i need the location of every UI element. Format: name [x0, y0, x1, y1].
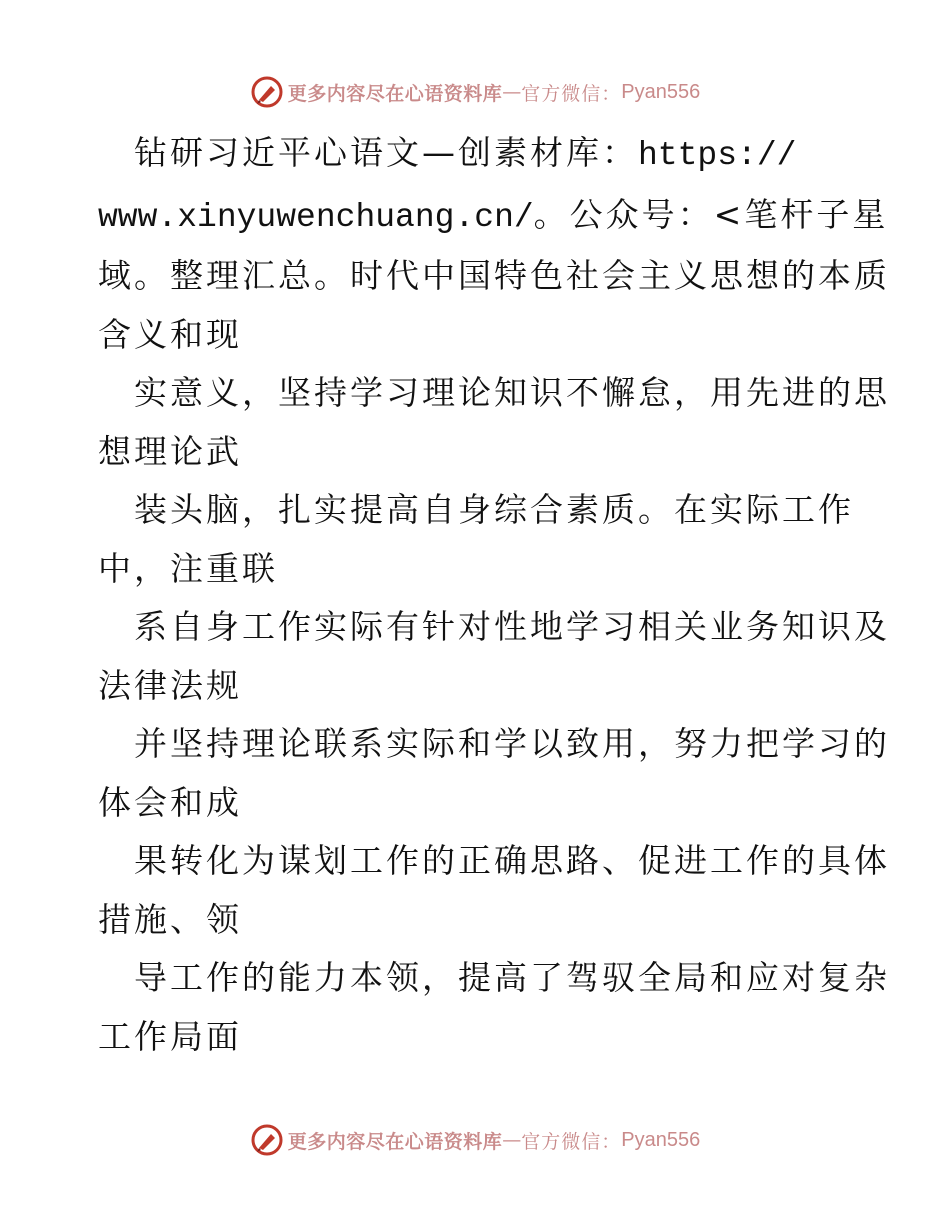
body-line — [98, 832, 890, 891]
body-line — [98, 949, 890, 1008]
body-line — [98, 364, 890, 423]
line-text: 域。整理汇总。时代中国特色社会主义思想的本质 — [98, 256, 890, 295]
banner-wechat-account: Pyan556 — [621, 80, 701, 103]
line-indent — [98, 373, 134, 412]
banner-main-text: 更多内容尽在心语资料库 — [287, 82, 503, 105]
line-text: 体会和成 — [98, 782, 242, 822]
banner-dash: — — [502, 1129, 522, 1151]
body-line — [98, 540, 858, 599]
body-line — [98, 891, 858, 950]
banner-dash: — — [502, 81, 522, 103]
body-line — [98, 598, 890, 657]
pen-circle-logo-icon — [250, 75, 284, 109]
line-text: 导工作的能力本领，提高了驾驭全局和应对复杂 — [134, 958, 890, 997]
body-line — [98, 124, 858, 186]
line-text: 果转化为谋划工作的正确思路、促进工作的具体 — [134, 841, 890, 880]
line-text: 钻研习近平心语文—创素材库： — [134, 133, 638, 172]
body-line — [98, 306, 858, 365]
line-indent — [98, 724, 134, 763]
url-text: https:// — [638, 137, 797, 174]
body-line — [98, 657, 858, 716]
body-line — [98, 247, 890, 306]
body-line — [98, 715, 890, 774]
header-banner — [0, 72, 950, 112]
pen-circle-logo-icon — [250, 1123, 284, 1157]
footer-banner — [0, 1120, 950, 1160]
body-line — [98, 481, 858, 540]
body-line — [98, 1008, 858, 1067]
line-text: 装头脑，扎实提高自身综合素质。在实际工作 — [134, 490, 854, 529]
banner-wechat-label: 官方微信： — [521, 82, 622, 105]
banner-wechat-account: Pyan556 — [621, 1128, 701, 1151]
url-text: www.xinyuwenchuang.cn/ — [98, 198, 534, 236]
line-text: 并坚持理论联系实际和学以致用，努力把学习的 — [134, 724, 890, 763]
banner-wechat-label: 官方微信： — [521, 1130, 622, 1153]
line-text: 实意义，坚持学习理论知识不懈怠，用先进的思 — [134, 373, 890, 412]
document-body — [98, 124, 890, 1066]
body-line — [98, 423, 858, 482]
line-text: 想理论武 — [98, 431, 242, 471]
line-text: 。公众号：<笔杆子星 — [533, 194, 889, 234]
line-text: 含义和现 — [98, 314, 242, 354]
line-indent — [98, 133, 134, 172]
banner-main-text: 更多内容尽在心语资料库 — [287, 1130, 503, 1153]
line-indent — [98, 841, 134, 880]
line-text: 措施、领 — [98, 899, 242, 939]
line-text: 工作局面 — [98, 1016, 242, 1056]
line-indent — [98, 490, 134, 529]
line-indent — [98, 958, 134, 997]
line-indent — [98, 607, 134, 646]
line-text: 中，注重联 — [98, 548, 278, 588]
line-text: 法律法规 — [98, 665, 242, 705]
body-line — [98, 186, 889, 248]
line-text: 系自身工作实际有针对性地学习相关业务知识及 — [134, 607, 890, 646]
body-line — [98, 774, 858, 833]
